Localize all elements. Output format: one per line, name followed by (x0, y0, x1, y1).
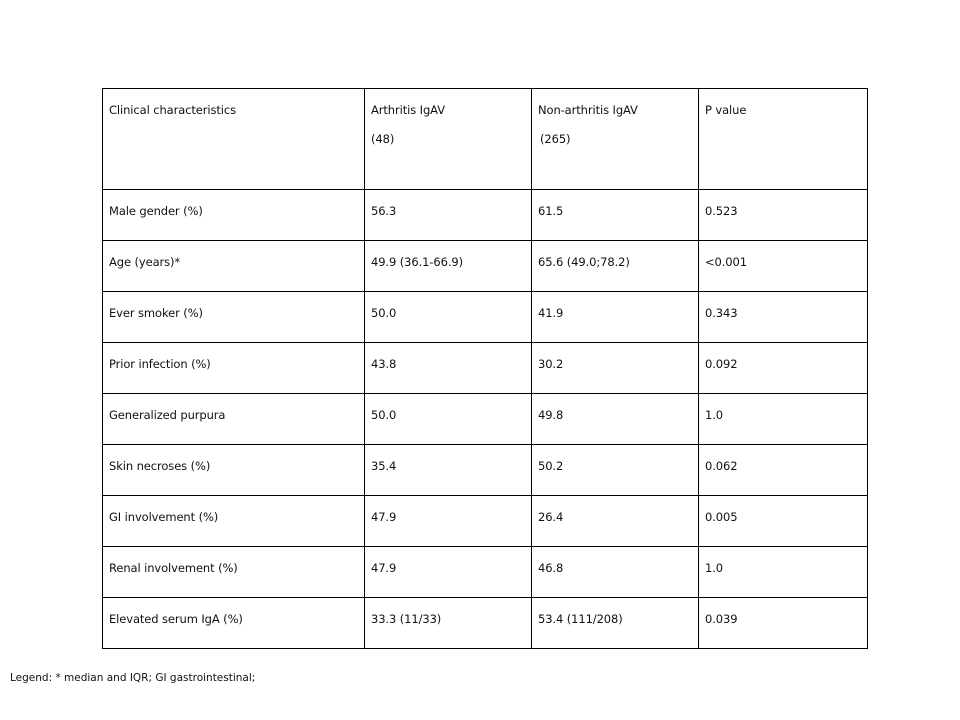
row-p-value: 0.005 (699, 496, 868, 547)
row-label: Renal involvement (%) (103, 547, 365, 598)
row-p-value: 1.0 (699, 394, 868, 445)
table-legend: Legend: * median and IQR; GI gastrointestinal; (10, 672, 256, 684)
row-arthritis-value: 47.9 (365, 547, 532, 598)
clinical-characteristics-table-wrapper (102, 88, 867, 649)
row-non-arthritis-value: 30.2 (532, 343, 699, 394)
table-row (103, 445, 868, 496)
row-arthritis-value: 50.0 (365, 292, 532, 343)
row-p-value: 0.343 (699, 292, 868, 343)
row-label: Elevated serum IgA (%) (103, 598, 365, 649)
table-row (103, 292, 868, 343)
row-p-value: 1.0 (699, 547, 868, 598)
row-arthritis-value: 56.3 (365, 190, 532, 241)
row-arthritis-value: 47.9 (365, 496, 532, 547)
row-arthritis-value: 50.0 (365, 394, 532, 445)
row-non-arthritis-value: 26.4 (532, 496, 699, 547)
table-row (103, 190, 868, 241)
row-label: Skin necroses (%) (103, 445, 365, 496)
table-row (103, 496, 868, 547)
row-p-value: <0.001 (699, 241, 868, 292)
header-col3-line2: (265) (540, 132, 571, 146)
table-row (103, 343, 868, 394)
row-non-arthritis-value: 49.8 (532, 394, 699, 445)
header-clinical-characteristics (103, 89, 365, 190)
row-arthritis-value: 35.4 (365, 445, 532, 496)
header-non-arthritis-igav (532, 89, 699, 190)
header-col4-text: P value (705, 103, 747, 117)
row-label: Generalized purpura (103, 394, 365, 445)
row-p-value: 0.039 (699, 598, 868, 649)
row-non-arthritis-value: 46.8 (532, 547, 699, 598)
row-label: Ever smoker (%) (103, 292, 365, 343)
table-row (103, 547, 868, 598)
row-non-arthritis-value: 41.9 (532, 292, 699, 343)
header-col2-line1: Arthritis IgAV (371, 103, 445, 117)
row-p-value: 0.092 (699, 343, 868, 394)
table-row (103, 394, 868, 445)
header-p-value (699, 89, 868, 190)
header-col3-line1: Non-arthritis IgAV (538, 103, 638, 117)
clinical-characteristics-table (102, 88, 868, 649)
row-non-arthritis-value: 61.5 (532, 190, 699, 241)
table-row (103, 241, 868, 292)
row-p-value: 0.062 (699, 445, 868, 496)
row-label: GI involvement (%) (103, 496, 365, 547)
row-non-arthritis-value: 50.2 (532, 445, 699, 496)
header-col1-text: Clinical characteristics (109, 103, 236, 117)
row-label: Age (years)* (103, 241, 365, 292)
row-arthritis-value: 49.9 (36.1-66.9) (365, 241, 532, 292)
row-arthritis-value: 43.8 (365, 343, 532, 394)
row-label: Male gender (%) (103, 190, 365, 241)
row-label: Prior infection (%) (103, 343, 365, 394)
table-row (103, 598, 868, 649)
header-arthritis-igav (365, 89, 532, 190)
row-non-arthritis-value: 65.6 (49.0;78.2) (532, 241, 699, 292)
row-arthritis-value: 33.3 (11/33) (365, 598, 532, 649)
row-p-value: 0.523 (699, 190, 868, 241)
table-header-row (103, 89, 868, 190)
row-non-arthritis-value: 53.4 (111/208) (532, 598, 699, 649)
header-col2-line2: (48) (371, 132, 395, 146)
